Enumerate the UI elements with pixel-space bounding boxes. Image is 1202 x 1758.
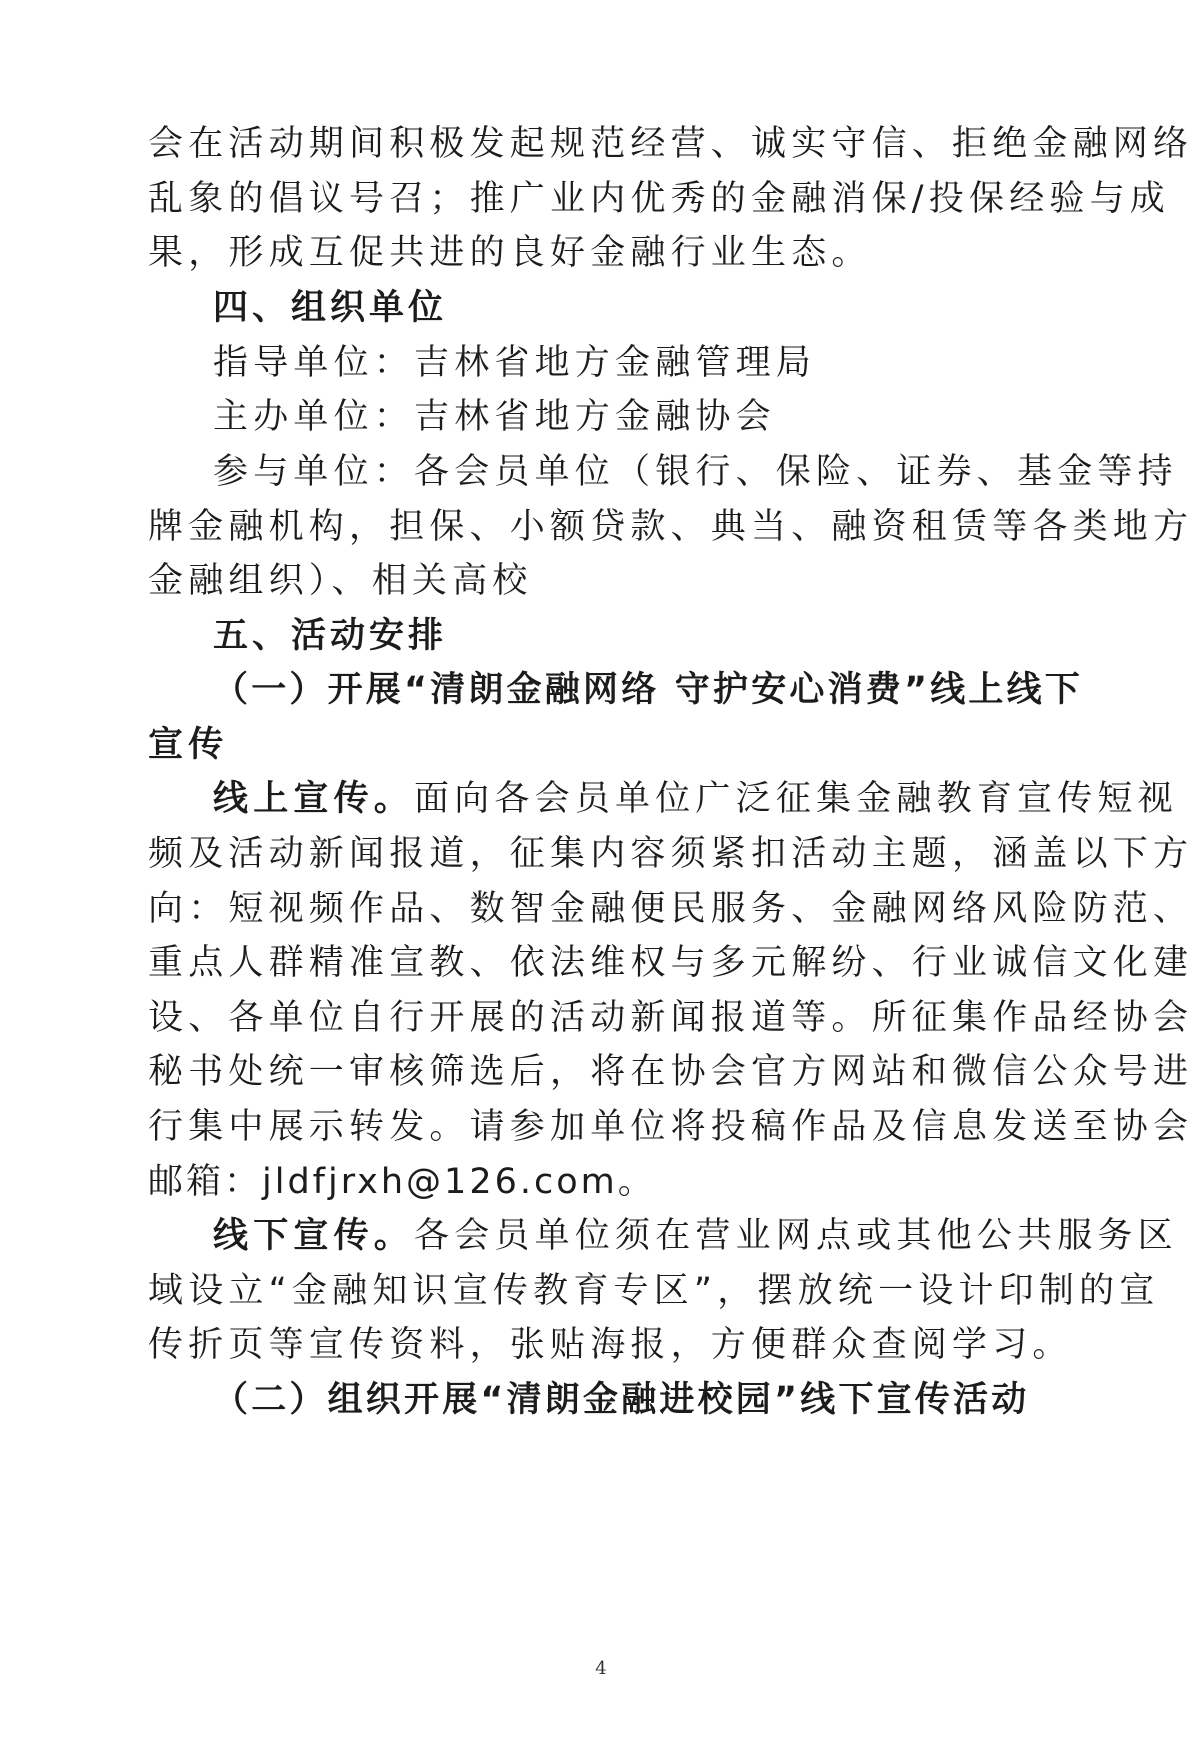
paragraph-line: 传折页等宣传资料，张贴海报，方便群众查阅学习。 [148,1325,1073,1365]
paragraph-line: 秘书处统一审核筛选后，将在协会官方网站和微信公众号进 [148,1052,1194,1092]
subsection-heading-1: （一）开展“清朗金融网络 守护安心消费”线上线下 [213,670,1083,710]
paragraph-line: 向：短视频作品、数智金融便民服务、金融网络风险防范、 [148,889,1194,929]
page-number: 4 [595,1658,607,1679]
offline-promo-lead: 线下宣传。 [213,1216,415,1256]
paragraph-line: 会在活动期间积极发起规范经营、诚实守信、拒绝金融网络 [148,124,1194,164]
online-promo-line [213,777,1178,821]
host-unit-line: 主办单位：吉林省地方金融协会 [213,397,776,437]
paragraph-line: 行集中展示转发。请参加单位将投稿作品及信息发送至协会 [148,1107,1194,1147]
section-heading-organizers: 四、组织单位 [213,288,448,328]
paragraph-line: 域设立“金融知识宣传教育专区”，摆放统一设计印制的宣 [148,1271,1160,1311]
subsection-heading-1-cont: 宣传 [148,725,229,765]
online-promo-text: 面向各会员单位广泛征集金融教育宣传短视 [414,779,1178,819]
online-promo-lead: 线上宣传。 [213,779,415,819]
guiding-unit-line: 指导单位：吉林省地方金融管理局 [213,343,817,383]
offline-promo-text: 各会员单位须在营业网点或其他公共服务区 [414,1216,1178,1256]
paragraph-line: 金融组织）、相关高校 [148,561,533,601]
participant-unit-line: 参与单位：各会员单位（银行、保险、证券、基金等持 [213,452,1178,492]
paragraph-line: 乱象的倡议号召；推广业内优秀的金融消保/投保经验与成 [148,179,1170,219]
paragraph-line: 牌金融机构，担保、小额贷款、典当、融资租赁等各类地方 [148,507,1194,547]
paragraph-line: 果，形成互促共进的良好金融行业生态。 [148,233,872,273]
email-line: 邮箱：jldfjrxh@126.com。 [148,1162,656,1202]
section-heading-schedule: 五、活动安排 [213,616,448,656]
paragraph-line: 频及活动新闻报道，征集内容须紧扣活动主题，涵盖以下方 [148,834,1194,874]
subsection-heading-2: （二）组织开展“清朗金融进校园”线下宣传活动 [213,1380,1030,1420]
paragraph-line: 设、各单位自行开展的活动新闻报道等。所征集作品经协会 [148,998,1194,1038]
paragraph-line: 重点人群精准宣教、依法维权与多元解纷、行业诚信文化建 [148,943,1194,983]
offline-promo-line [213,1214,1178,1258]
